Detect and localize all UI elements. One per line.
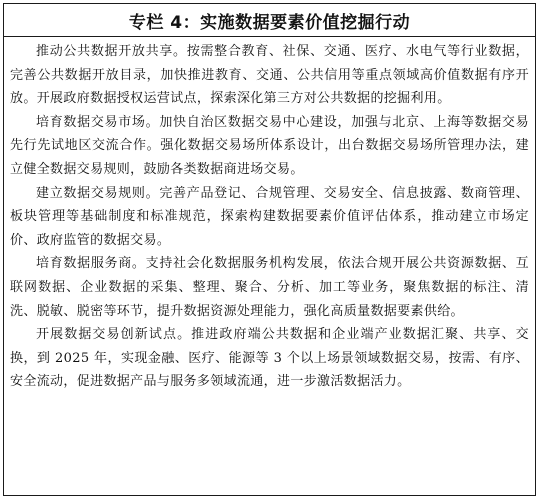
title-row <box>4 4 535 37</box>
box-content <box>4 37 535 394</box>
paragraph-data-trading-market: 培育数据交易市场。加快自治区数据交易中心建设，加强与北京、上海等数据交易先行先试地区交流合作。强化数据交易场所体系设计，出台数据交易场所管理办法，建立健全数据交易规则，鼓励各类数据商进场交易。 <box>10 114 529 177</box>
paragraph-open-public-data: 推动公共数据开放共享。按需整合教育、社保、交通、医疗、水电气等行业数据，完善公共数据开放目录，加快推进教育、交通、公共信用等重点领域高价值数据有序开放。开展政府数据授权运营试点，探索深化第三方对公共数据的挖掘利用。 <box>10 44 529 107</box>
paragraph-data-service-providers: 培育数据服务商。支持社会化数据服务机构发展，依法合规开展公共资源数据、互联网数据、企业数据的采集、整理、聚合、分析、加工等业务，聚焦数据的标注、清洗、脱敏、脱密等环节，提升数据资源处理能力，强化高质量数据要素供给。 <box>10 256 529 319</box>
paragraph-data-trading-rules: 建立数据交易规则。完善产品登记、合规管理、交易安全、信息披露、数商管理、板块管理等基础制度和标准规范，探索构建数据要素价值评估体系，推动建立市场定价、政府监管的数据交易。 <box>10 185 529 248</box>
policy-box <box>3 3 536 496</box>
box-title: 专栏 4：实施数据要素价值挖掘行动 <box>128 12 411 33</box>
paragraph-innovation-pilot: 开展数据交易创新试点。推进政府端公共数据和企业端产业数据汇聚、共享、交换，到 2025 年，实现金融、医疗、能源等 3 个以上场景领域数据交易，按需、有序、安全流动，促进数据产品与服务多领域流通，进一步激活数据活力。 <box>10 327 529 390</box>
